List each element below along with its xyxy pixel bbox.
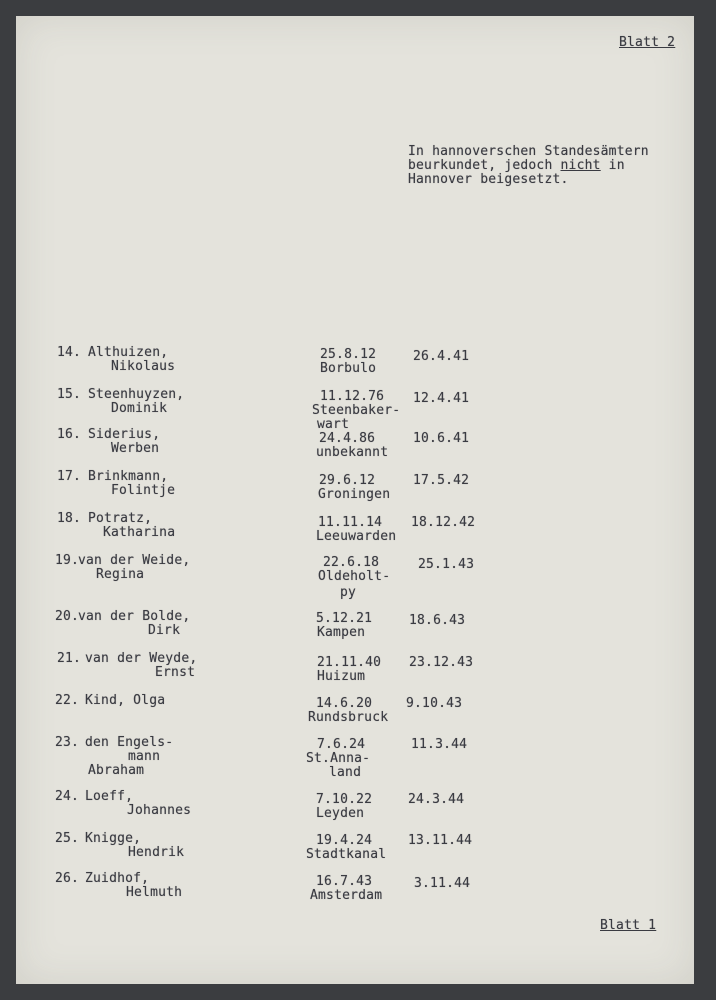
- entry-birth-date: 11.11.14: [318, 515, 383, 530]
- entry-birth-place: Huizum: [317, 669, 366, 684]
- entry-death-date: 17.5.42: [413, 473, 470, 488]
- entry-number: 14.: [57, 345, 82, 360]
- entry-given-name: Nikolaus: [111, 359, 176, 374]
- entry-birth-date: 25.8.12: [320, 347, 377, 362]
- entry-birth-place: Leeuwarden: [316, 529, 397, 544]
- entry-surname: Knigge,: [85, 831, 142, 846]
- entry-birth-place: Kampen: [317, 625, 366, 640]
- entry-death-date: 18.12.42: [411, 515, 476, 530]
- entry-birth-place: Amsterdam: [310, 888, 383, 903]
- entry-birth-place: Oldeholt-: [318, 569, 391, 584]
- entry-given-name: Regina: [96, 567, 145, 582]
- entry-number: 17.: [57, 469, 82, 484]
- entry-given-name: Helmuth: [126, 885, 183, 900]
- entry-number: 16.: [57, 427, 82, 442]
- entry-number: 25.: [55, 831, 80, 846]
- entry-number: 22.: [55, 693, 80, 708]
- entry-death-date: 13.11.44: [408, 833, 473, 848]
- note-line-2: [408, 159, 625, 173]
- entry-death-date: 18.6.43: [409, 613, 466, 628]
- entry-given-name: Abraham: [88, 763, 145, 778]
- entry-birth-place: Stadtkanal: [306, 847, 387, 862]
- entry-birth-date: 11.12.76: [320, 389, 385, 404]
- entry-birth-place: Steenbaker-: [312, 403, 401, 418]
- entry-death-date: 26.4.41: [413, 349, 470, 364]
- entry-surname: Zuidhof,: [85, 871, 150, 886]
- entry-death-date: 9.10.43: [406, 696, 463, 711]
- entry-birth-date: 19.4.24: [316, 833, 373, 848]
- entry-given-name: Hendrik: [128, 845, 185, 860]
- note-line-1: In hannoverschen Standesämtern: [408, 144, 649, 159]
- entry-birth-place: unbekannt: [316, 445, 389, 460]
- page-label-bottom: Blatt 1: [600, 918, 657, 933]
- entry-death-date: 12.4.41: [413, 391, 470, 406]
- entry-death-date: 24.3.44: [408, 792, 465, 807]
- entry-death-date: 10.6.41: [413, 431, 470, 446]
- entry-birth-place: Groningen: [318, 487, 391, 502]
- entry-surname: Siderius,: [88, 427, 161, 442]
- entry-birth-date: 21.11.40: [317, 655, 382, 670]
- entry-given-name: Katharina: [103, 525, 176, 540]
- entry-number: 24.: [55, 789, 80, 804]
- entry-given-name: Ernst: [155, 665, 196, 680]
- entry-number: 18.: [57, 511, 82, 526]
- entry-birth-date: 16.7.43: [316, 874, 373, 889]
- entry-number: 23.: [55, 735, 80, 750]
- entry-birth-place: Borbulo: [320, 361, 377, 376]
- entry-surname: Potratz,: [88, 511, 153, 526]
- entry-number: 20.: [55, 609, 80, 624]
- entry-death-date: 23.12.43: [409, 655, 474, 670]
- entry-death-date: 3.11.44: [414, 876, 471, 891]
- entry-surname: van der Bolde,: [78, 609, 191, 624]
- entry-number: 26.: [55, 871, 80, 886]
- entry-death-date: 25.1.43: [418, 557, 475, 572]
- entry-birth-place-cont: land: [329, 765, 362, 780]
- entry-surname: van der Weide,: [78, 553, 191, 568]
- entry-birth-date: 5.12.21: [316, 611, 373, 626]
- entry-birth-place: Leyden: [316, 806, 365, 821]
- entry-surname: Althuizen,: [88, 345, 169, 360]
- entry-birth-date: 7.6.24: [317, 737, 366, 752]
- note-line-3: Hannover beigesetzt.: [408, 172, 569, 187]
- entry-given-name: Folintje: [111, 483, 176, 498]
- entry-birth-date: 14.6.20: [316, 696, 373, 711]
- note-emphasis: nicht: [560, 158, 601, 173]
- entry-birth-place-cont: py: [340, 585, 357, 600]
- entry-surname: Brinkmann,: [88, 469, 169, 484]
- entry-birth-place-cont: wart: [317, 417, 350, 432]
- entry-surname-cont: mann: [128, 749, 161, 764]
- entry-birth-place: St.Anna-: [306, 751, 371, 766]
- entry-birth-date: 7.10.22: [316, 792, 373, 807]
- entry-number: 21.: [57, 651, 82, 666]
- entry-death-date: 11.3.44: [411, 737, 468, 752]
- entry-birth-date: 22.6.18: [323, 555, 380, 570]
- entry-birth-date: 29.6.12: [319, 473, 376, 488]
- note-line-2-post: in: [600, 158, 625, 173]
- entry-birth-place: Rundsbruck: [308, 710, 389, 725]
- entry-number: 19.: [55, 553, 80, 568]
- entry-surname: den Engels-: [85, 735, 174, 750]
- entry-birth-date: 24.4.86: [319, 431, 376, 446]
- page-label-top: Blatt 2: [619, 35, 676, 50]
- entry-number: 15.: [57, 387, 82, 402]
- entry-surname: Kind, Olga: [85, 693, 166, 708]
- entry-surname: van der Weyde,: [85, 651, 198, 666]
- entry-given-name: Werben: [111, 441, 160, 456]
- entry-given-name: Dominik: [111, 401, 168, 416]
- note-line-2-pre: beurkundet, jedoch: [408, 158, 561, 173]
- entry-given-name: Dirk: [148, 623, 181, 638]
- entry-surname: Steenhuyzen,: [88, 387, 185, 402]
- entry-given-name: Johannes: [127, 803, 192, 818]
- entry-surname: Loeff,: [85, 789, 134, 804]
